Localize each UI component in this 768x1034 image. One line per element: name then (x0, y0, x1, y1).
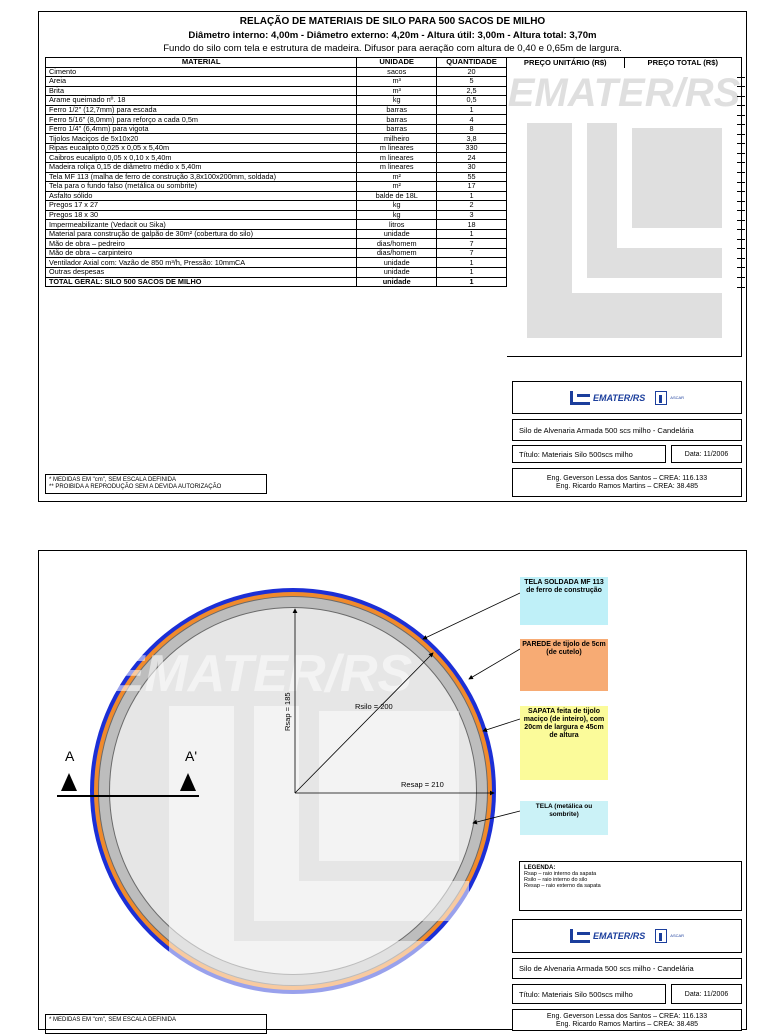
watermark-text: EMATER/RS (507, 71, 741, 115)
table-row (46, 248, 507, 258)
cell-unit: m lineares (357, 163, 437, 173)
cell-unit: unidade (357, 229, 437, 239)
total-row (46, 277, 507, 287)
table-row (46, 220, 507, 230)
cell-qty: 3 (437, 210, 507, 220)
row-tick (737, 163, 745, 173)
cell-qty: 7 (437, 239, 507, 249)
cell-unit: unidade (357, 258, 437, 268)
row-tick (737, 183, 745, 193)
cell-material: Cimento (46, 67, 357, 77)
label-tela-soldada: TELA SOLDADA MF 113 de ferro de construção (520, 577, 608, 625)
cell-material: Outras despesas (46, 268, 357, 278)
legend-box (519, 861, 742, 911)
price-row-ticks (737, 68, 745, 358)
cell-material: Caibros eucalipto 0,05 x 0,10 x 5,40m (46, 153, 357, 163)
table-row (46, 153, 507, 163)
cell-material: Mão de obra – carpinteiro (46, 248, 357, 258)
table-row (46, 124, 507, 134)
row-tick (737, 116, 745, 126)
cell-unit: dias/homem (357, 248, 437, 258)
emater-logo: EMATER/RS (570, 391, 645, 405)
row-tick (737, 240, 745, 250)
table-row (46, 229, 507, 239)
cell-material: Tela para o fundo falso (metálica ou sombrite) (46, 182, 357, 192)
cell-qty: 1 (437, 191, 507, 201)
titleblock-engineers (512, 468, 742, 497)
row-tick (737, 68, 745, 78)
cell-material: Madeira roliça 0,15 de diâmetro médio x 5,40m (46, 163, 357, 173)
table-row (46, 134, 507, 144)
header-material: MATERIAL (46, 58, 357, 68)
titleblock2-engineers (512, 1009, 742, 1031)
ascar-logo-2: ASCAR (655, 929, 684, 943)
cell-qty: 0,5 (437, 96, 507, 106)
row-tick (737, 278, 745, 288)
titleblock2-logos (512, 919, 742, 953)
cell-material: Arame queimado nº. 18 (46, 96, 357, 106)
row-tick (737, 230, 745, 240)
cell-unit: barras (357, 124, 437, 134)
cell-qty: 20 (437, 67, 507, 77)
row-tick (737, 249, 745, 259)
titleblock-logos (512, 381, 742, 414)
cell-qty: 30 (437, 163, 507, 173)
sheet-title: RELAÇÃO DE MATERIAIS DE SILO PARA 500 SACOS DE MILHO (239, 16, 546, 27)
cell-material: Material para construção de galpão de 30m² (cobertura do silo) (46, 229, 357, 239)
cell-unit: m² (357, 182, 437, 192)
cell-qty: 4 (437, 115, 507, 125)
watermark-text-2: EMATER/RS (109, 645, 413, 703)
leader-parede (469, 649, 520, 679)
cell-unit: dias/homem (357, 239, 437, 249)
row-tick (737, 202, 745, 212)
leader-sapata (483, 719, 520, 731)
dim-label-resap: Resap = 210 (401, 780, 444, 789)
header-total-price: PREÇO TOTAL (R$) (624, 58, 742, 68)
legend-title: LEGENDA: (524, 865, 556, 871)
cell-material: Brita (46, 86, 357, 96)
row-tick (737, 144, 745, 154)
cell-qty: 1 (437, 229, 507, 239)
cell-material: Pregos 18 x 30 (46, 210, 357, 220)
cell-material: Ferro 1/2" (12,7mm) para escada (46, 105, 357, 115)
table-row (46, 210, 507, 220)
table-row (46, 105, 507, 115)
total-cell-material: TOTAL GERAL: SILO 500 SACOS DE MILHO (46, 277, 357, 287)
cell-qty: 17 (437, 182, 507, 192)
cell-unit: kg (357, 201, 437, 211)
row-tick (737, 135, 745, 145)
header-qty: QUANTIDADE (437, 58, 507, 68)
cell-material: Pregos 17 x 27 (46, 201, 357, 211)
header-unit-price: PREÇO UNITÁRIO (R$) (523, 58, 607, 67)
cell-unit: kg (357, 96, 437, 106)
table-row (46, 182, 507, 192)
leader-tela-soldada (423, 593, 520, 639)
row-tick (737, 259, 745, 269)
dim-label-rsilo: Rsilo = 200 (355, 702, 393, 711)
table-row (46, 191, 507, 201)
table-row (46, 239, 507, 249)
row-tick (737, 97, 745, 107)
row-tick (737, 154, 745, 164)
cell-material: Ferro 1/4" (6,4mm) para vigota (46, 124, 357, 134)
titleblock-date: Data: 11/2006 (671, 445, 742, 463)
note-sheet2: * MEDIDAS EM "cm", SEM ESCALA DEFINIDA (49, 1017, 176, 1023)
titleblock-project: Silo de Alvenaria Armada 500 scs milho - Candelária (512, 419, 742, 441)
engineer-2-sheet2: Eng. Ricardo Ramos Martins – CREA: 38.485 (555, 1021, 698, 1028)
cell-qty: 1 (437, 268, 507, 278)
cell-unit: m lineares (357, 143, 437, 153)
cell-material: Mão de obra – pedreiro (46, 239, 357, 249)
ascar-logo: ASCAR (655, 391, 684, 405)
plan-sheet (38, 550, 747, 1030)
note-2: ** PROIBIDA A REPRODUÇÃO SEM A DEVIDA AUTORIZAÇÃO (49, 484, 222, 490)
cell-unit: litros (357, 220, 437, 230)
cell-unit: m lineares (357, 153, 437, 163)
emater-logo-2: EMATER/RS (570, 929, 645, 943)
section-label-a: A (65, 748, 75, 764)
row-tick (737, 87, 745, 97)
cell-qty: 8 (437, 124, 507, 134)
cell-qty: 7 (437, 248, 507, 258)
table-row (46, 143, 507, 153)
row-tick (737, 78, 745, 88)
cell-qty: 1 (437, 258, 507, 268)
cell-qty: 3,8 (437, 134, 507, 144)
notes-box (45, 474, 267, 494)
engineer-2: Eng. Ricardo Ramos Martins – CREA: 38.485 (555, 482, 698, 490)
sheet-description: Fundo do silo com tela e estrutura de madeira. Difusor para aeração com altura de 0,40 e 0,65m de largura. (163, 43, 622, 54)
table-header-row (46, 58, 507, 68)
table-row (46, 115, 507, 125)
titleblock-title: Título: Materiais Silo 500scs milho (512, 445, 666, 463)
notes-box-2 (45, 1014, 267, 1034)
table-row (46, 201, 507, 211)
table-row (46, 77, 507, 87)
cell-unit: kg (357, 210, 437, 220)
engineer-1-sheet2: Eng. Geverson Lessa dos Santos – CREA: 116.133 (546, 1013, 708, 1020)
row-tick (737, 106, 745, 116)
cell-unit: m² (357, 172, 437, 182)
label-parede: PAREDE de tijolo de 5cm (de cutelo) (520, 639, 608, 691)
legend-item-rsap: Rsap – raio interno da sapata (524, 871, 597, 877)
row-tick (737, 192, 745, 202)
watermark-logo (507, 68, 742, 358)
cell-qty: 55 (437, 172, 507, 182)
cell-qty: 2 (437, 201, 507, 211)
table-row (46, 67, 507, 77)
row-tick (737, 268, 745, 278)
cell-qty: 18 (437, 220, 507, 230)
cell-unit: barras (357, 115, 437, 125)
cell-material: Ferro 5/16" (8,0mm) para reforço a cada 0,5m (46, 115, 357, 125)
cell-material: Tela MF 113 (malha de ferro de construção 3,8x100x200mm, soldada) (46, 172, 357, 182)
cell-unit: balde de 18L (357, 191, 437, 201)
cell-material: Asfalto sólido (46, 191, 357, 201)
legend-item-rsilo: Rsilo – raio interno do silo (524, 877, 588, 883)
label-tela: TELA (metálica ou sombrite) (520, 801, 608, 835)
section-marker-a (61, 773, 77, 791)
cell-unit: m³ (357, 77, 437, 87)
cell-qty: 1 (437, 105, 507, 115)
table-row (46, 172, 507, 182)
cell-qty: 5 (437, 77, 507, 87)
row-tick (737, 221, 745, 231)
row-tick (737, 173, 745, 183)
cell-material: Impermeabilizante (Vedacit ou Sika) (46, 220, 357, 230)
dim-label-rsap: Rsap = 185 (283, 692, 292, 731)
table-row (46, 96, 507, 106)
table-row (46, 86, 507, 96)
label-sapata: SAPATA feita de tijolo maciço (de inteiro), com 20cm de largura e 45cm de altura (520, 706, 608, 780)
cell-material: Ripas eucalipto 0,025 x 0,05 x 5,40m (46, 143, 357, 153)
row-tick (737, 125, 745, 135)
cell-unit: sacos (357, 67, 437, 77)
cell-unit: unidade (357, 268, 437, 278)
total-cell-unit: unidade (357, 277, 437, 287)
section-label-a-prime: A' (185, 748, 198, 764)
table-row (46, 268, 507, 278)
header-unit: UNIDADE (357, 58, 437, 68)
cell-material: Tijolos Maciços de 5x10x20 (46, 134, 357, 144)
titleblock2-project: Silo de Alvenaria Armada 500 scs milho - Candelária (512, 958, 742, 979)
cell-unit: m³ (357, 86, 437, 96)
legend-item-resap: Resap – raio externo da sapata (524, 883, 601, 889)
engineer-1: Eng. Geverson Lessa dos Santos – CREA: 116.133 (546, 474, 708, 482)
materials-table-body (46, 67, 507, 287)
table-row (46, 163, 507, 173)
titleblock2-title: Título: Materiais Silo 500scs milho (512, 984, 666, 1004)
cell-qty: 330 (437, 143, 507, 153)
note-1: * MEDIDAS EM "cm", SEM ESCALA DEFINIDA (49, 477, 176, 483)
cell-qty: 2,5 (437, 86, 507, 96)
cell-unit: barras (357, 105, 437, 115)
table-row (46, 258, 507, 268)
cell-material: Areia (46, 77, 357, 87)
materials-sheet (38, 11, 747, 502)
cell-unit: milheiro (357, 134, 437, 144)
cell-material: Ventilador Axial com: Vazão de 850 m³/h, Pressão: 10mmCA (46, 258, 357, 268)
titleblock2-date: Data: 11/2006 (671, 984, 742, 1004)
row-tick (737, 211, 745, 221)
materials-table (45, 57, 507, 287)
cell-qty: 24 (437, 153, 507, 163)
total-cell-qty: 1 (437, 277, 507, 287)
price-columns (507, 57, 742, 357)
sheet-subtitle: Diâmetro interno: 4,00m - Diâmetro externo: 4,20m - Altura útil: 3,00m - Altura total: 3,70m (188, 30, 597, 41)
